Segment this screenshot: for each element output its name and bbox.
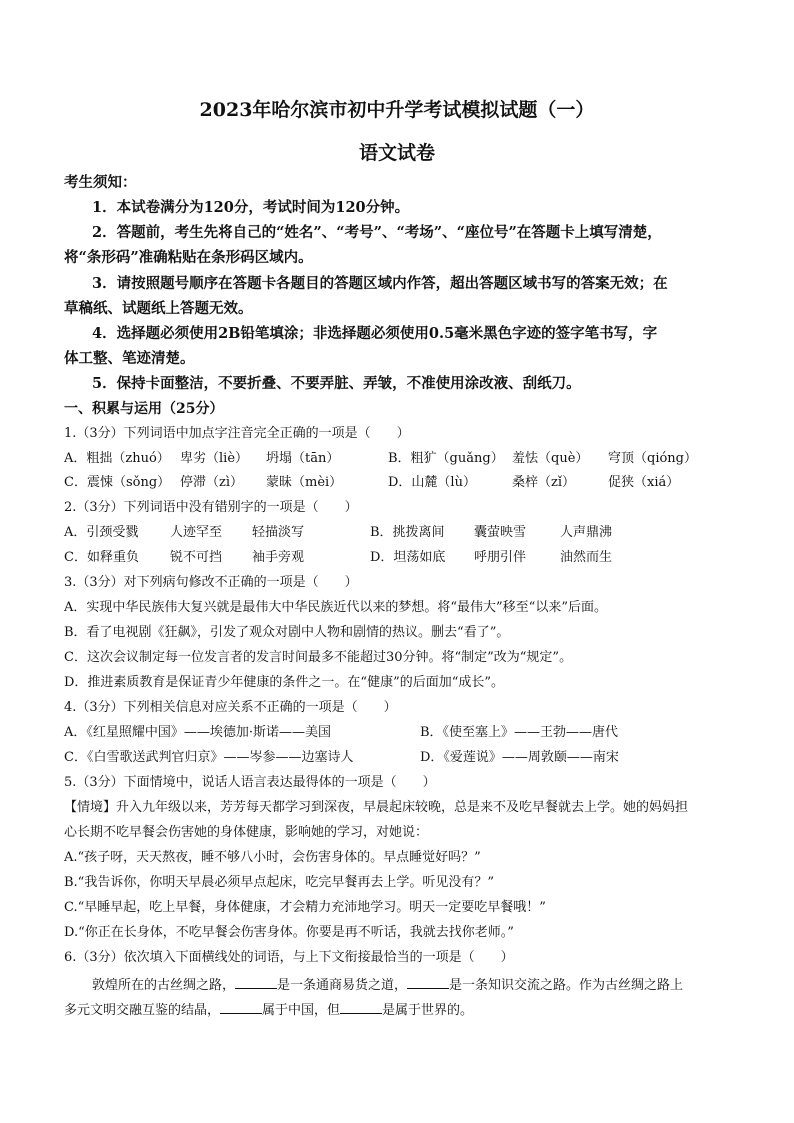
option-b-1: B．粗犷（guǎng） [388, 451, 504, 466]
passage-text: 是一条知识交流之路。作为古丝绸之路上 [449, 978, 684, 993]
passage-text: 多元文明交融互鉴的结晶， [64, 1003, 221, 1018]
option-c: C.“早睡早起，吃上早餐，身体健康，才会精力充沛地学习。明天一定要吃早餐哦！” [64, 900, 546, 915]
option-a-2: 卑劣（liè） [180, 451, 249, 466]
option-a: A.“孩子呀，天天熬夜，睡不够八小时，会伤害身体的。早点睡觉好吗？” [64, 850, 481, 865]
option-a-1: A．引颈受戮 [64, 525, 139, 540]
option-a: A．实现中华民族伟大复兴就是最伟大中华民族近代以来的梦想。将“最伟大”移至“以来”后面。 [64, 600, 607, 615]
fill-blank-1[interactable] [235, 976, 277, 989]
option-a-2: 人迹罕至 [170, 525, 223, 540]
option-b: B．《使至塞上》——王勃——唐代 [420, 725, 619, 740]
question-stem: 4.（3分）下列相关信息对应关系不正确的一项是（ ） [64, 700, 397, 715]
option-c-3: 蒙昧（mèi） [266, 475, 343, 490]
option-b: B．看了电视剧《狂飙》，引发了观众对剧中人物和剧情的热议。删去“看了”。 [64, 625, 510, 640]
option-b-3: 人声鼎沸 [560, 525, 613, 540]
option-d: D．《爱莲说》——周敦颐——南宋 [420, 750, 619, 765]
fill-blank-4[interactable] [340, 1001, 382, 1014]
passage-line [64, 1001, 744, 1019]
exam-subtitle: 语文试卷 [358, 142, 435, 164]
question-stem: 3.（3分）对下列病句修改不正确的一项是（ ） [64, 575, 358, 590]
option-d: D.“你正在长身体，不吃早餐会伤害身体。你要是再不听话，我就去找你老师。” [64, 925, 514, 940]
passage-text: 敦煌所在的古丝绸之路， [92, 978, 236, 993]
question-stem: 6.（3分）依次填入下面横线处的词语，与上下文衔接最恰当的一项是（ ） [64, 950, 514, 965]
notice-item-cont: 将“条形码”准确粘贴在条形码区域内。 [64, 249, 313, 266]
option-b-2: 羞怯（què） [512, 451, 589, 466]
option-c-2: 停滞（zì） [180, 475, 244, 490]
context-line: 【情境】升入九年级以来，芳芳每天都学习到深夜，早晨起床较晚，总是来不及吃早餐就去上学。她的妈妈担 [64, 800, 689, 815]
notice-heading: 考生须知： [64, 174, 137, 191]
option-c-1: C．震悚（sǒng） [64, 475, 171, 490]
option-b-3: 穹顶（qióng） [608, 451, 698, 466]
option-c-2: 锐不可挡 [170, 550, 223, 565]
option-a-1: A．粗拙（zhuó） [64, 451, 170, 466]
option-a-3: 坍塌（tān） [266, 451, 340, 466]
option-d-3: 油然而生 [560, 550, 613, 565]
notice-item-cont: 体工整、笔迹清楚。 [64, 350, 195, 367]
option-a-3: 轻描淡写 [252, 525, 305, 540]
fill-blank-3[interactable] [220, 1001, 262, 1014]
question-stem: 2.（3分）下列词语中没有错别字的一项是（ ） [64, 500, 358, 515]
exam-title: 2023年哈尔滨市初中升学考试模拟试题（一） [199, 99, 595, 121]
notice-item: 5．保持卡面整洁，不要折叠、不要弄脏、弄皱，不准使用涂改液、刮纸刀。 [92, 375, 581, 392]
option-c-1: C．如释重负 [64, 550, 139, 565]
option-b: B.“我告诉你，你明天早晨必须早点起床，吃完早餐再去上学。听见没有？” [64, 875, 494, 890]
passage-text: 是一条通商易货之道， [277, 978, 408, 993]
option-d-2: 桑梓（zǐ） [512, 475, 576, 490]
notice-item: 4．选择题必须使用2B铅笔填涂；非选择题必须使用0.5毫米黑色字迹的签字笔书写，字 [92, 325, 658, 342]
question-stem: 5.（3分）下面情境中，说话人语言表达最得体的一项是（ ） [64, 775, 436, 790]
notice-item: 3．请按照题号顺序在答题卡各题目的答题区域内作答，超出答题区域书写的答案无效；在 [92, 275, 668, 292]
option-d-2: 呼朋引伴 [474, 550, 527, 565]
notice-item: 2．答题前，考生先将自己的“姓名”、“考号”、“考场”、“座位号”在答题卡上填写清楚， [92, 224, 662, 241]
question-stem: 1.（3分）下列词语中加点字注音完全正确的一项是（ ） [64, 426, 410, 441]
passage-text: 属于中国，但 [262, 1003, 341, 1018]
option-c-3: 袖手旁观 [252, 550, 305, 565]
option-c: C．这次会议制定每一位发言者的发言时间最多不能超过30分钟。将“制定”改为“规定”。 [64, 650, 573, 665]
option-a: A．《红星照耀中国》——埃德加·斯诺——美国 [64, 725, 332, 740]
option-d-1: D．坦荡如底 [370, 550, 446, 565]
fill-blank-2[interactable] [407, 976, 449, 989]
notice-item-cont: 草稿纸、试题纸上答题无效。 [64, 300, 253, 317]
option-b-2: 囊萤映雪 [474, 525, 527, 540]
passage-line [92, 976, 772, 994]
option-d-1: D．山麓（lù） [388, 475, 476, 490]
option-b-1: B．挑拨离间 [370, 525, 445, 540]
option-c: C．《白雪歌送武判官归京》——岑参——边塞诗人 [64, 750, 354, 765]
option-d: D．推进素质教育是保证青少年健康的条件之一。在“健康”的后面加“成长”。 [64, 675, 505, 690]
option-d-3: 促狭（xiá） [608, 475, 680, 490]
context-line: 心长期不吃早餐会伤害她的身体健康，影响她的学习，对她说： [64, 825, 429, 840]
passage-text: 是属于世界的。 [382, 1003, 474, 1018]
section-heading: 一、积累与运用（25分） [64, 401, 224, 417]
notice-item: 1．本试卷满分为120分，考试时间为120分钟。 [92, 199, 410, 216]
